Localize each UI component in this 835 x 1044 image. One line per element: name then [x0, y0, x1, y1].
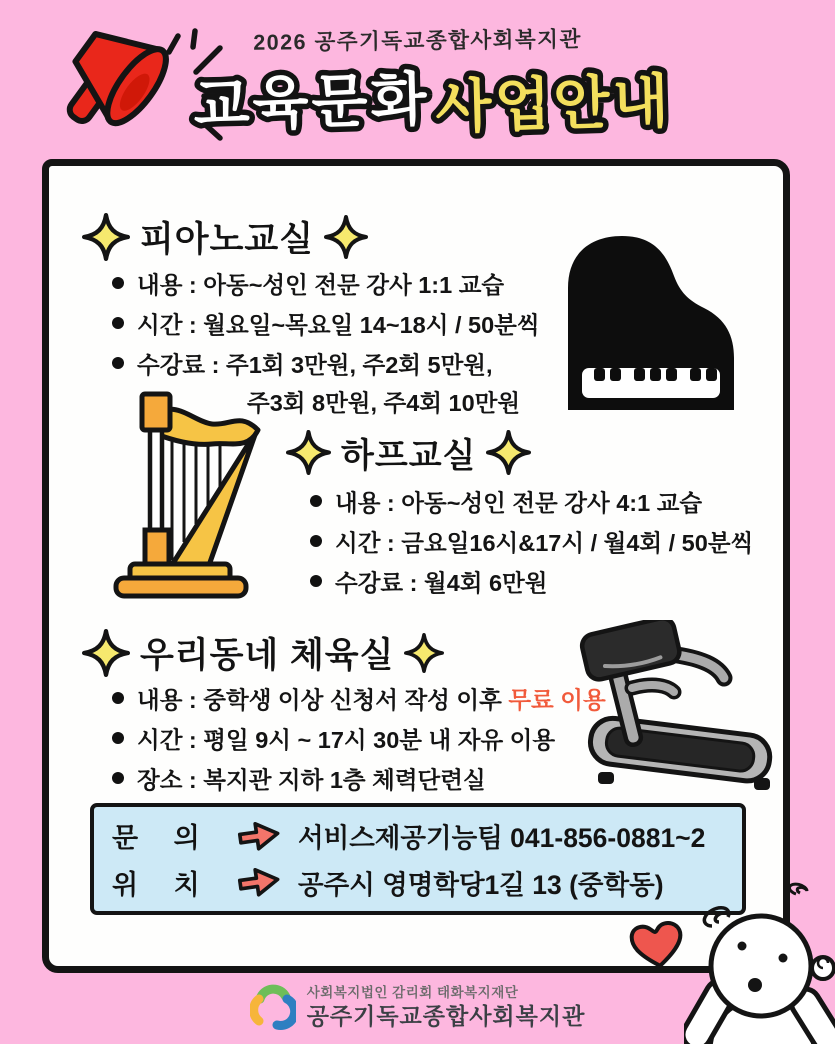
harp-bullet-3 [310, 564, 547, 598]
sparkle-icon [404, 633, 444, 673]
gym-line1-text [137, 681, 606, 715]
page-title [140, 50, 720, 150]
gym-line2-text: 시간 : 평일 9시 ~ 17시 30분 내 자유 이용 [137, 727, 556, 753]
gym-bullet-1 [112, 681, 606, 715]
piano-line3-text: 수강료 : 주1회 3만원, 주2회 5만원, [137, 352, 493, 378]
harp-line1-text: 내용 : 아동~성인 전문 강사 4:1 교습 [335, 490, 703, 516]
heart-icon [628, 918, 686, 970]
bullet-dot-icon [112, 772, 124, 784]
harp-title-text: 하프교실 [341, 437, 477, 475]
bullet-dot-icon [310, 495, 322, 507]
bullet-dot-icon [112, 357, 124, 369]
piano-bullet-1 [112, 266, 504, 300]
bullet-dot-icon [112, 317, 124, 329]
arrow-right-icon [236, 863, 282, 901]
harp-line3-text: 수강료 : 월4회 6만원 [335, 570, 548, 596]
org-logo-icon [250, 983, 296, 1033]
section-title-gym [82, 628, 444, 678]
harp-line2-text: 시간 : 금요일16시&17시 / 월4회 / 50분씩 [335, 530, 754, 556]
bullet-dot-icon [310, 575, 322, 587]
gym-bullet-3 [112, 761, 486, 795]
inquiry-label: 문 의 [112, 823, 214, 854]
gym-line1-prefix: 내용 : 중학생 이상 신청서 작성 이후 [137, 687, 509, 713]
contact-inquiry-row [112, 816, 724, 855]
sparkle-icon [486, 430, 531, 475]
sparkle-icon [82, 629, 130, 677]
piano-line2-text: 시간 : 월요일~목요일 14~18시 / 50분씩 [137, 312, 540, 338]
location-label: 위 치 [112, 869, 214, 900]
piano-line4-text: 주3회 8만원, 주4회 10만원 [247, 390, 521, 416]
header-org-line: 2026 공주기독교종합사회복지관 [253, 27, 582, 55]
contact-location-row [112, 863, 724, 902]
bullet-dot-icon [112, 732, 124, 744]
section-title-harp [286, 428, 531, 477]
harp-bullet-1 [310, 484, 702, 518]
sparkle-icon [324, 215, 368, 259]
piano-line1-text: 내용 : 아동~성인 전문 강사 1:1 교습 [137, 272, 505, 298]
piano-title-text: 피아노교실 [140, 220, 315, 259]
page-title-part1: 교육문화 [192, 66, 431, 139]
bullet-dot-icon [310, 535, 322, 547]
footer-center-name: 공주기독교종합사회복지관 [306, 1003, 586, 1030]
arrow-right-icon [236, 817, 282, 855]
gym-title-text: 우리동네 체육실 [140, 636, 395, 675]
harp-icon [108, 388, 270, 600]
harp-bullet-2 [310, 524, 753, 558]
gym-line3-text: 장소 : 복지관 지하 1층 체력단련실 [137, 767, 486, 793]
piano-bullet-2 [112, 306, 540, 340]
piano-bullet-3 [112, 346, 493, 380]
bullet-dot-icon [112, 277, 124, 289]
sparkle-icon [82, 213, 130, 261]
footer [0, 972, 835, 1044]
inquiry-value: 서비스제공기능팀 041-856-0881~2 [298, 823, 706, 854]
gym-line1-highlight: 무료 이용 [508, 687, 606, 713]
location-value: 공주시 영명학당1길 13 (중학동) [298, 869, 664, 900]
footer-text [307, 985, 586, 1031]
treadmill-icon [570, 620, 780, 792]
footer-foundation-line: 사회복지법인 감리회 태화복지재단 [306, 985, 519, 1001]
bullet-dot-icon [112, 692, 124, 704]
contact-box [90, 803, 746, 915]
piano-bullet-4 [247, 384, 520, 418]
gym-bullet-2 [112, 721, 555, 755]
section-title-piano [82, 212, 368, 262]
grand-piano-icon [552, 226, 748, 418]
page-title-part2: 사업안내 [434, 68, 673, 141]
sparkle-icon [286, 430, 331, 475]
